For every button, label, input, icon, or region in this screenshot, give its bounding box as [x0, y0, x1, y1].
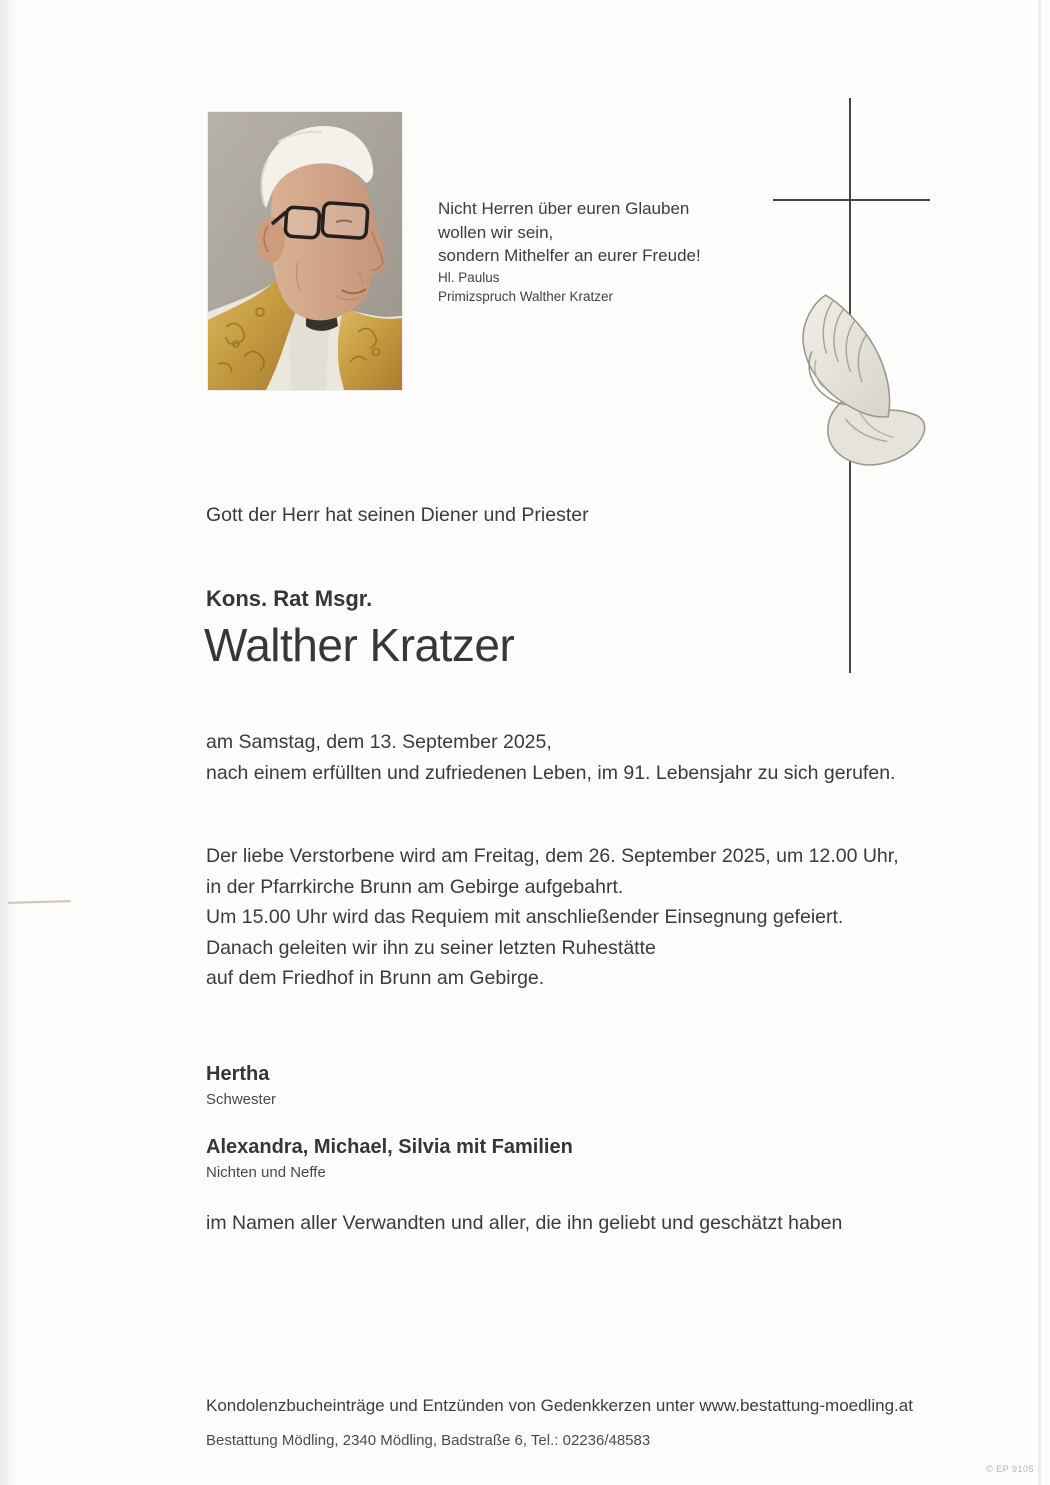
mourner-relation: Schwester — [206, 1091, 277, 1108]
condolence-note: Kondolenzbucheinträge und Entzünden von Gedenkkerzen unter www.bestattung-moedling.at — [206, 1396, 913, 1415]
mourner-name: Hertha — [206, 1063, 270, 1085]
funeral-info — [206, 841, 899, 994]
print-code: © EP 9105 — [986, 1464, 1034, 1474]
scan-streak — [1038, 0, 1041, 1485]
death-info — [206, 727, 895, 789]
scan-line-artifact — [8, 900, 71, 904]
honorific-title: Kons. Rat Msgr. — [206, 586, 373, 611]
quote-line: sondern Mithelfer an eurer Freude! — [438, 246, 701, 265]
praying-hands-icon — [791, 292, 931, 468]
mourner-relation: Nichten und Neffe — [206, 1164, 326, 1181]
deceased-name: Walther Kratzer — [204, 619, 515, 671]
death-info-line: am Samstag, dem 13. September 2025, — [206, 731, 552, 753]
praying-hands-illustration — [791, 292, 931, 468]
funeral-info-line: auf dem Friedhof in Brunn am Gebirge. — [206, 967, 545, 989]
funeral-info-line: in der Pfarrkirche Brunn am Gebirge aufgebahrt. — [206, 875, 624, 898]
death-info-line: nach einem erfüllten und zufriedenen Leben, im 91. Lebensjahr zu sich gerufen. — [206, 762, 896, 784]
quote-line: Nicht Herren über euren Glauben — [438, 199, 690, 218]
funeral-info-line: Danach geleiten wir ihn zu seiner letzten Ruhestätte — [206, 936, 656, 959]
quote-line: wollen wir sein, — [438, 222, 554, 242]
primiz-quote — [438, 197, 701, 306]
funeral-info-line: Um 15.00 Uhr wird das Requiem mit anschließender Einsegnung gefeiert. — [206, 906, 844, 928]
portrait-photo-illustration — [208, 112, 402, 390]
closing-line: im Namen aller Verwandten und aller, die ihn geliebt und geschätzt haben — [206, 1212, 843, 1234]
portrait-photo — [208, 112, 402, 390]
quote-attribution: Hl. Paulus — [438, 269, 500, 285]
funeral-home-info: Bestattung Mödling, 2340 Mödling, Badstraße 6, Tel.: 02236/48583 — [206, 1432, 651, 1449]
scan-edge-shadow — [0, 0, 16, 1485]
intro-line: Gott der Herr hat seinen Diener und Priester — [206, 504, 589, 526]
funeral-info-line: Der liebe Verstorbene wird am Freitag, dem 26. September 2025, um 12.00 Uhr, — [206, 845, 899, 867]
cross-icon — [773, 199, 930, 201]
quote-attribution: Primizspruch Walther Kratzer — [438, 288, 614, 304]
mourner-name: Alexandra, Michael, Silvia mit Familien — [206, 1136, 573, 1158]
